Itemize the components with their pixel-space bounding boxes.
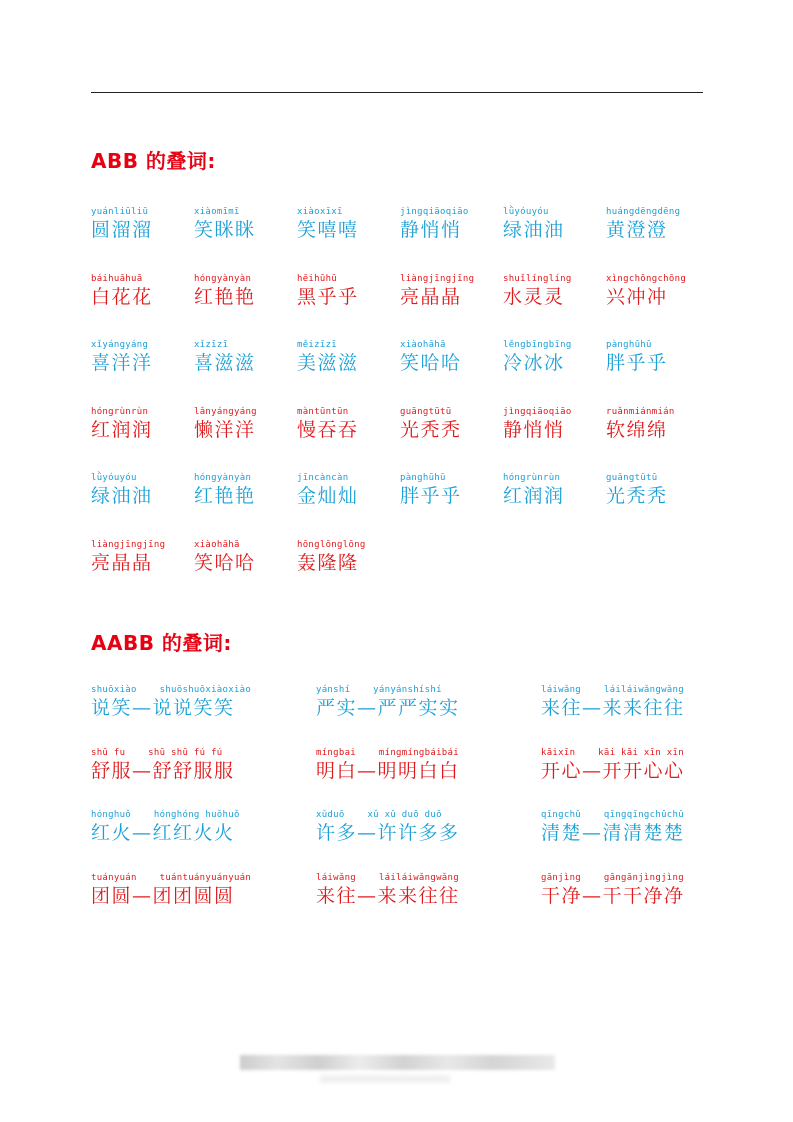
hanzi-word: 红润润 (503, 485, 565, 507)
abb-word-item (194, 206, 297, 273)
abb-word-item (503, 339, 606, 406)
abb-word-item (400, 273, 503, 340)
pinyin-text: shū fu shū shū fú fú (91, 747, 223, 758)
abb-word-item (194, 273, 297, 340)
hanzi-word: 来往—来来往往 (316, 884, 460, 907)
abb-word-item (606, 206, 709, 273)
top-divider (91, 92, 703, 93)
hanzi-word: 金灿灿 (297, 485, 359, 507)
pinyin-text: lěngbīngbīng (503, 340, 572, 350)
pinyin-text: liàngjīngjīng (400, 273, 475, 284)
hanzi-word: 胖乎乎 (400, 485, 462, 507)
abb-word-item (297, 339, 400, 406)
aabb-word-item (541, 872, 711, 935)
pinyin-text: huángdēngdēng (606, 207, 681, 217)
abb-word-item (194, 339, 297, 406)
abb-word-item (606, 273, 709, 340)
hanzi-word: 喜滋滋 (194, 352, 256, 374)
abb-word-item (503, 472, 606, 539)
abb-word-item (606, 339, 709, 406)
pinyin-text: lǜyóuyóu (503, 207, 549, 217)
abb-word-item (400, 339, 503, 406)
aabb-word-item (91, 684, 316, 747)
hanzi-word: 亮晶晶 (400, 285, 462, 308)
hanzi-word: 许多—许许多多 (316, 822, 460, 844)
abb-word-item (297, 406, 400, 473)
pinyin-text: hōnglōnglōng (297, 539, 366, 550)
hanzi-word: 慢吞吞 (297, 418, 359, 441)
abb-word-item (91, 339, 194, 406)
aabb-word-item (91, 747, 316, 810)
aabb-word-item (316, 684, 541, 747)
hanzi-word: 干净—干干净净 (541, 884, 685, 907)
pinyin-text: xiàomīmī (194, 207, 240, 217)
hanzi-word: 黑乎乎 (297, 285, 359, 308)
pinyin-text: pànghūhū (606, 340, 652, 350)
abb-word-item (606, 472, 709, 539)
aabb-word-item (541, 684, 711, 747)
abb-word-item (194, 472, 297, 539)
hanzi-word: 说笑—说说笑笑 (91, 697, 235, 719)
pinyin-text: xǐzīzī (194, 340, 229, 350)
pinyin-text: měizīzī (297, 340, 338, 350)
pinyin-text: guāngtūtū (400, 406, 452, 417)
hanzi-word: 笑眯眯 (194, 219, 256, 241)
hanzi-word: 笑哈哈 (194, 551, 256, 574)
hanzi-word: 软绵绵 (606, 418, 668, 441)
aabb-section-heading: AABB 的叠词: (91, 631, 232, 655)
pinyin-text: pànghūhū (400, 473, 446, 483)
pinyin-text: lǎnyángyáng (194, 406, 257, 417)
abb-word-item (503, 406, 606, 473)
hanzi-word: 开心—开开心心 (541, 759, 685, 782)
hanzi-word: 水灵灵 (503, 285, 565, 308)
abb-word-item (606, 406, 709, 473)
hanzi-word: 胖乎乎 (606, 352, 668, 374)
hanzi-word: 静悄悄 (503, 418, 565, 441)
abb-word-item (91, 273, 194, 340)
aabb-word-grid (91, 684, 711, 934)
hanzi-word: 冷冰冰 (503, 352, 565, 374)
abb-word-item (91, 406, 194, 473)
abb-word-item (503, 273, 606, 340)
pinyin-text: shuōxiào shuōshuōxiàoxiào (91, 685, 252, 695)
hanzi-word: 明白—明明白白 (316, 759, 460, 782)
pinyin-text: jìngqiāoqiāo (400, 207, 469, 217)
blurred-footer-sub (320, 1075, 450, 1083)
abb-word-item (400, 472, 503, 539)
pinyin-text: xǔduō xǔ xǔ duō duō (316, 810, 442, 820)
pinyin-text: hóngyànyàn (194, 273, 252, 284)
pinyin-text: xiàohāhā (400, 340, 446, 350)
abb-section-heading: ABB 的叠词: (91, 149, 216, 173)
aabb-word-item (541, 809, 711, 872)
pinyin-text: láiwǎng láiláiwǎngwǎng (316, 872, 459, 883)
abb-word-item (297, 472, 400, 539)
abb-word-item (194, 539, 297, 606)
pinyin-text: hóngrùnrùn (91, 406, 149, 417)
abb-word-grid (91, 206, 711, 605)
pinyin-text: yánshí yányánshíshí (316, 685, 442, 695)
hanzi-word: 光秃秃 (606, 485, 668, 507)
hanzi-word: 来往—来来往往 (541, 697, 685, 719)
hanzi-word: 红润润 (91, 418, 153, 441)
hanzi-word: 绿油油 (91, 485, 153, 507)
hanzi-word: 美滋滋 (297, 352, 359, 374)
abb-word-item (400, 406, 503, 473)
hanzi-word: 红火—红红火火 (91, 822, 235, 844)
hanzi-word: 红艳艳 (194, 285, 256, 308)
pinyin-text: guāngtūtū (606, 473, 658, 483)
blurred-footer (240, 1055, 555, 1070)
abb-word-item (297, 206, 400, 273)
hanzi-word: 圆溜溜 (91, 219, 153, 241)
abb-word-item (400, 206, 503, 273)
hanzi-word: 喜洋洋 (91, 352, 153, 374)
pinyin-text: màntūntūn (297, 406, 349, 417)
aabb-word-item (316, 747, 541, 810)
pinyin-text: ruǎnmiánmián (606, 406, 675, 417)
pinyin-text: gānjìng gāngānjìngjìng (541, 872, 684, 883)
aabb-word-item (541, 747, 711, 810)
hanzi-word: 静悄悄 (400, 219, 462, 241)
hanzi-word: 轰隆隆 (297, 551, 359, 574)
pinyin-text: hóngyànyàn (194, 473, 252, 483)
hanzi-word: 红艳艳 (194, 485, 256, 507)
pinyin-text: xǐyángyáng (91, 340, 149, 350)
pinyin-text: yuánliūliū (91, 207, 149, 217)
pinyin-text: shuǐlínglíng (503, 273, 572, 284)
pinyin-text: lǜyóuyóu (91, 473, 137, 483)
hanzi-word: 笑嘻嘻 (297, 219, 359, 241)
hanzi-word: 黄澄澄 (606, 219, 668, 241)
pinyin-text: xiàoxīxī (297, 207, 343, 217)
pinyin-text: báihuāhuā (91, 273, 143, 284)
aabb-word-item (91, 809, 316, 872)
pinyin-text: kāixīn kāi kāi xīn xīn (541, 747, 684, 758)
hanzi-word: 清楚—清清楚楚 (541, 822, 685, 844)
hanzi-word: 白花花 (91, 285, 153, 308)
hanzi-word: 团圆—团团圆圆 (91, 884, 235, 907)
hanzi-word: 绿油油 (503, 219, 565, 241)
pinyin-text: xìngchōngchōng (606, 273, 687, 284)
hanzi-word: 光秃秃 (400, 418, 462, 441)
hanzi-word: 懒洋洋 (194, 418, 256, 441)
abb-word-item (503, 206, 606, 273)
pinyin-text: jīncàncàn (297, 473, 349, 483)
hanzi-word: 亮晶晶 (91, 551, 153, 574)
abb-word-item (194, 406, 297, 473)
abb-word-item (91, 539, 194, 606)
pinyin-text: hóngrùnrùn (503, 473, 561, 483)
pinyin-text: hēihūhū (297, 273, 338, 284)
pinyin-text: láiwǎng láiláiwǎngwǎng (541, 685, 684, 695)
hanzi-word: 笑哈哈 (400, 352, 462, 374)
pinyin-text: jìngqiāoqiāo (503, 406, 572, 417)
abb-word-item (297, 273, 400, 340)
hanzi-word: 兴冲冲 (606, 285, 668, 308)
pinyin-text: hónghuǒ hónghóng huǒhuǒ (91, 810, 240, 820)
pinyin-text: liàngjīngjīng (91, 539, 166, 550)
aabb-word-item (316, 872, 541, 935)
hanzi-word: 严实—严严实实 (316, 697, 460, 719)
pinyin-text: míngbai míngmíngbáibái (316, 747, 459, 758)
pinyin-text: qīngchǔ qīngqīngchǔchǔ (541, 810, 684, 820)
hanzi-word: 舒服—舒舒服服 (91, 759, 235, 782)
abb-word-item (297, 539, 400, 606)
abb-word-item (91, 472, 194, 539)
abb-word-item (91, 206, 194, 273)
aabb-word-item (316, 809, 541, 872)
aabb-word-item (91, 872, 316, 935)
pinyin-text: tuányuán tuántuányuányuán (91, 872, 252, 883)
pinyin-text: xiàohāhā (194, 539, 240, 550)
